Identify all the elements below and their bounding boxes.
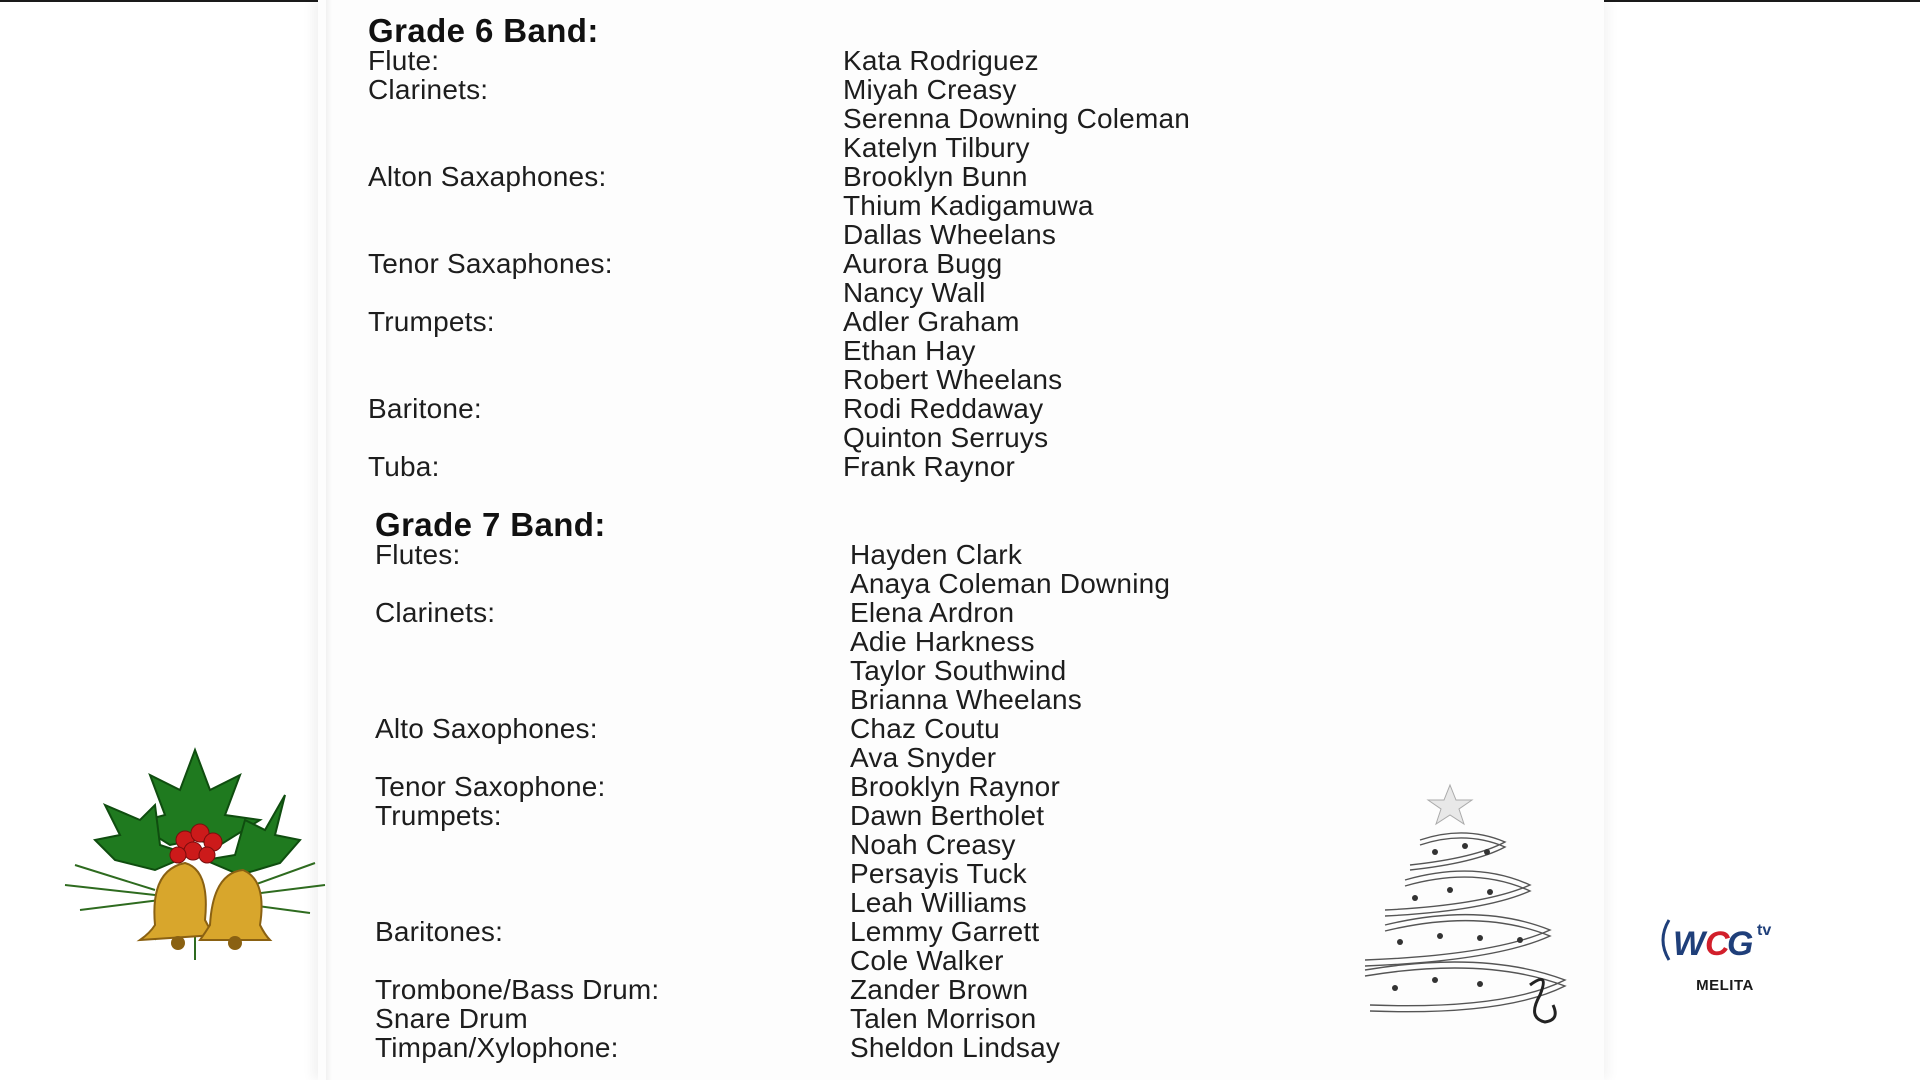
roster-row bbox=[368, 306, 1063, 395]
instrument-label: Flutes: bbox=[375, 539, 461, 570]
student-name: Lemmy Garrett bbox=[850, 916, 1040, 947]
student-name: Leah Williams bbox=[850, 887, 1027, 918]
wcg-tv-logo bbox=[1655, 905, 1805, 1000]
student-names bbox=[850, 917, 1039, 975]
student-name: Hayden Clark bbox=[850, 539, 1023, 570]
instrument-label: Tuba: bbox=[368, 451, 440, 482]
student-name: Nancy Wall bbox=[843, 277, 986, 308]
roster-row bbox=[368, 74, 1191, 163]
student-name: Cole Walker bbox=[850, 945, 1004, 976]
student-name: Serenna Downing Coleman bbox=[843, 103, 1191, 134]
student-name: Thium Kadigamuwa bbox=[843, 190, 1094, 221]
instrument-label: Tenor Saxophone: bbox=[375, 771, 606, 802]
roster-row bbox=[375, 1003, 1037, 1034]
roster-row bbox=[368, 451, 1016, 482]
student-name: Katelyn Tilbury bbox=[843, 132, 1030, 163]
student-names bbox=[850, 714, 1000, 772]
instrument-label: Alton Saxaphones: bbox=[368, 161, 607, 192]
instrument-label: Trombone/Bass Drum: bbox=[375, 974, 660, 1005]
top-edge-right bbox=[1604, 0, 1920, 2]
top-edge-left bbox=[0, 0, 318, 2]
roster-row bbox=[375, 713, 1000, 773]
student-names bbox=[843, 162, 1094, 249]
grade-7-band-title: Grade 7 Band: bbox=[375, 506, 606, 543]
student-name: Persayis Tuck bbox=[850, 858, 1027, 889]
instrument-label: Tenor Saxaphones: bbox=[368, 248, 613, 279]
instrument-label: Baritones: bbox=[375, 916, 504, 947]
student-name: Dawn Bertholet bbox=[850, 800, 1045, 831]
student-names bbox=[850, 540, 1170, 598]
instrument-label: Trumpets: bbox=[375, 800, 502, 831]
student-name: Talen Morrison bbox=[850, 1003, 1037, 1034]
grade-6-roster bbox=[368, 45, 1191, 482]
holly-bells-icon bbox=[45, 745, 345, 975]
grade-7-band-section bbox=[375, 506, 1171, 1063]
student-names bbox=[843, 394, 1048, 452]
roster-row bbox=[375, 974, 1029, 1005]
logo-subtitle: MELITA bbox=[1696, 977, 1754, 994]
grade-7-roster bbox=[375, 539, 1171, 1063]
svg-text:G: G bbox=[1727, 925, 1754, 963]
svg-text:W: W bbox=[1673, 925, 1706, 963]
student-name: Adler Graham bbox=[843, 306, 1020, 337]
student-names bbox=[850, 1004, 1036, 1033]
roster-row bbox=[375, 597, 1082, 715]
roster-row bbox=[375, 771, 1060, 802]
student-name: Anaya Coleman Downing bbox=[850, 568, 1171, 599]
student-name: Zander Brown bbox=[850, 974, 1029, 1005]
student-name: Brianna Wheelans bbox=[850, 684, 1082, 715]
student-names bbox=[843, 452, 1015, 481]
student-names bbox=[850, 772, 1060, 801]
student-names bbox=[850, 598, 1082, 714]
student-name: Sheldon Lindsay bbox=[850, 1032, 1061, 1063]
student-name: Robert Wheelans bbox=[843, 364, 1063, 395]
student-names bbox=[843, 249, 1002, 307]
student-names bbox=[843, 75, 1190, 162]
instrument-label: Clarinets: bbox=[368, 74, 489, 105]
instrument-label: Baritone: bbox=[368, 393, 482, 424]
student-names bbox=[850, 1033, 1060, 1062]
grade-6-band-title: Grade 6 Band: bbox=[368, 12, 599, 49]
roster-row bbox=[368, 161, 1094, 250]
roster-row bbox=[375, 800, 1045, 918]
student-name: Brooklyn Bunn bbox=[843, 161, 1028, 192]
student-name: Noah Creasy bbox=[850, 829, 1016, 860]
student-name: Adie Harkness bbox=[850, 626, 1035, 657]
student-names bbox=[850, 801, 1044, 917]
student-names bbox=[843, 46, 1039, 75]
student-name: Elena Ardron bbox=[850, 597, 1015, 628]
student-names bbox=[850, 975, 1028, 1004]
roster-row bbox=[375, 916, 1040, 976]
instrument-label: Timpan/Xylophone: bbox=[375, 1032, 619, 1063]
instrument-label: Trumpets: bbox=[368, 306, 495, 337]
roster-row bbox=[375, 1032, 1061, 1063]
roster-row bbox=[368, 248, 1003, 308]
student-name: Ethan Hay bbox=[843, 335, 976, 366]
instrument-label: Snare Drum bbox=[375, 1003, 528, 1034]
student-name: Frank Raynor bbox=[843, 451, 1016, 482]
student-name: Quinton Serruys bbox=[843, 422, 1049, 453]
svg-text:C: C bbox=[1705, 925, 1730, 963]
grade-6-band-section bbox=[368, 12, 1191, 482]
instrument-label: Alto Saxophones: bbox=[375, 713, 598, 744]
student-name: Taylor Southwind bbox=[850, 655, 1067, 686]
student-name: Chaz Coutu bbox=[850, 713, 1000, 744]
instrument-label: Clarinets: bbox=[375, 597, 496, 628]
wcg-logo-mark-icon bbox=[1655, 905, 1805, 975]
student-name: Aurora Bugg bbox=[843, 248, 1003, 279]
svg-text:tv: tv bbox=[1757, 922, 1772, 939]
music-staff-tree-icon bbox=[1315, 780, 1585, 1030]
student-name: Kata Rodriguez bbox=[843, 45, 1039, 76]
instrument-label: Flute: bbox=[368, 45, 440, 76]
student-name: Miyah Creasy bbox=[843, 74, 1017, 105]
roster-row bbox=[368, 393, 1049, 453]
student-names bbox=[843, 307, 1062, 394]
roster-row bbox=[368, 45, 1039, 76]
roster-row bbox=[375, 539, 1171, 599]
student-name: Ava Snyder bbox=[850, 742, 997, 773]
student-name: Rodi Reddaway bbox=[843, 393, 1044, 424]
student-name: Dallas Wheelans bbox=[843, 219, 1057, 250]
student-name: Brooklyn Raynor bbox=[850, 771, 1060, 802]
